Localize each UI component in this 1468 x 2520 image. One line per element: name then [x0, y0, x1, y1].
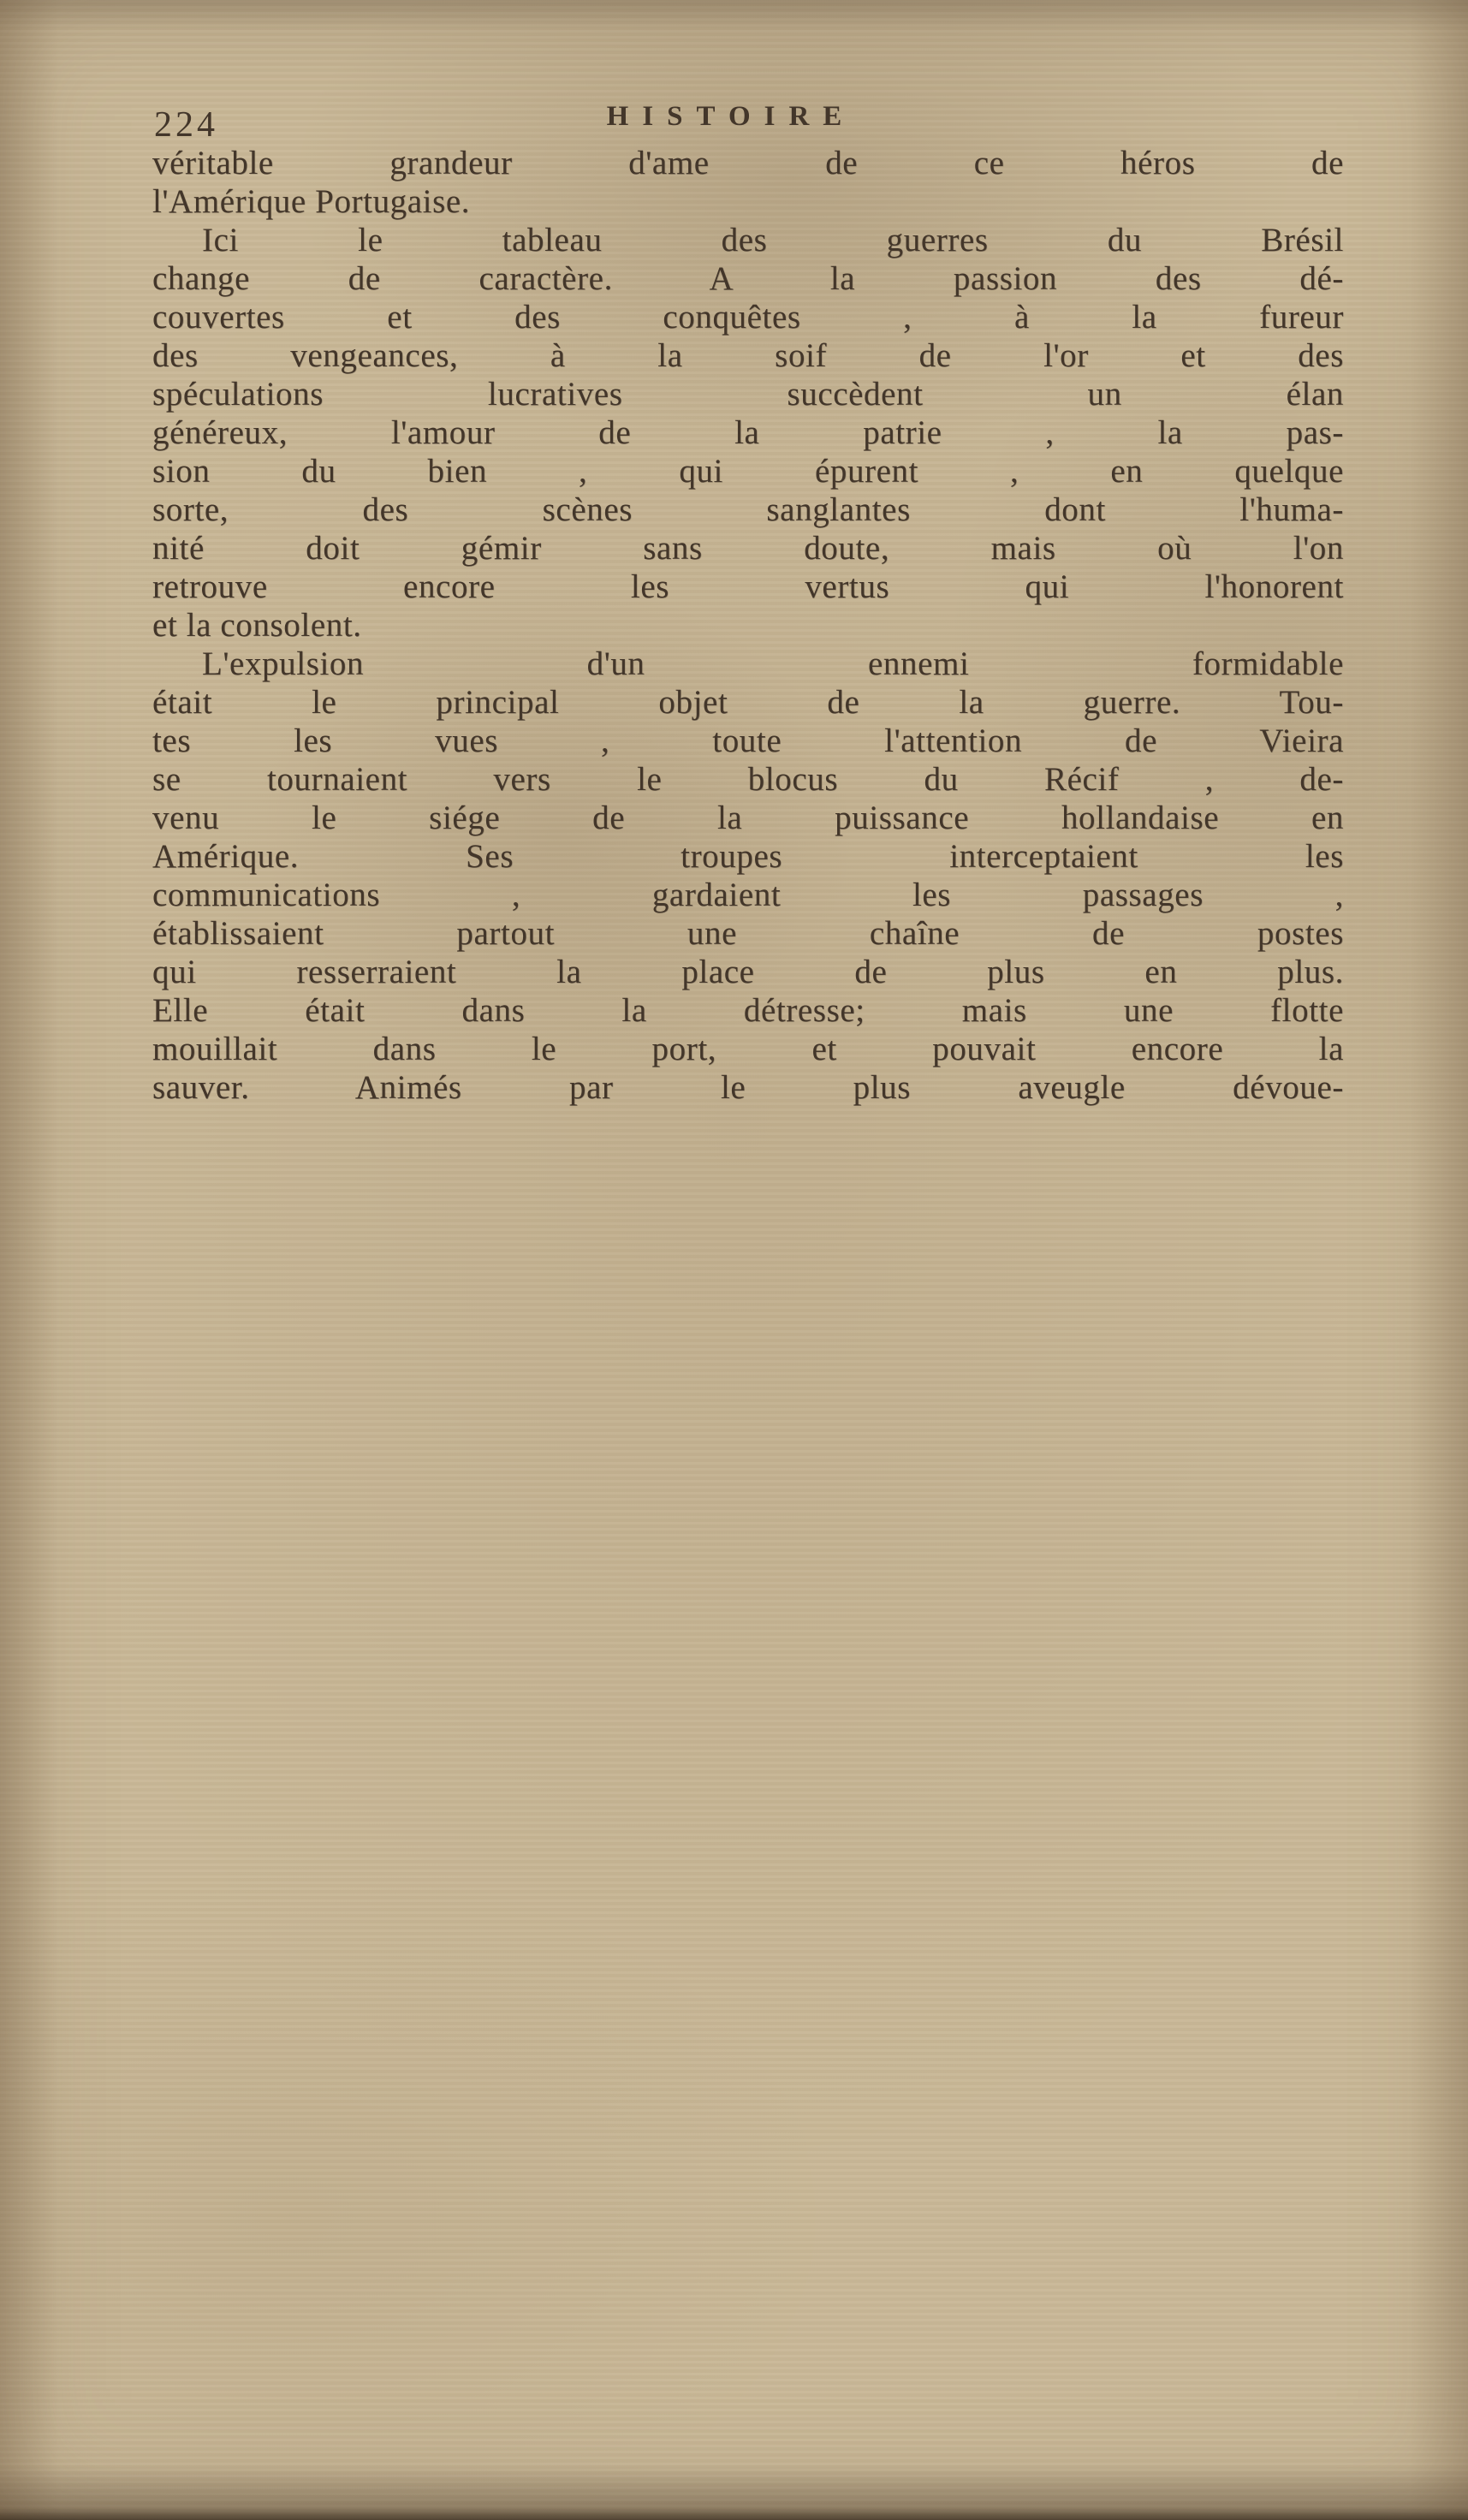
- text-line: sion du bien , qui épurent , en quelque: [152, 453, 1344, 490]
- text-line: couvertes et des conquêtes , à la fureur: [152, 299, 1344, 336]
- text-line: spéculations lucratives succèdent un élan: [152, 376, 1344, 413]
- text-block: [152, 144, 1344, 1107]
- text-line: sauver. Animés par le plus aveugle dévoue-: [152, 1069, 1344, 1106]
- text-line: nité doit gémir sans doute, mais où l'on: [152, 530, 1344, 567]
- text-line: communications , gardaient les passages ,: [152, 877, 1344, 913]
- text-line: Elle était dans la détresse; mais une flotte: [152, 992, 1344, 1029]
- text-line: était le principal objet de la guerre. Tou-: [152, 684, 1344, 721]
- text-line: mouillait dans le port, et pouvait encore la: [152, 1031, 1344, 1067]
- text-line: retrouve encore les vertus qui l'honorent: [152, 568, 1344, 605]
- text-line: et la consolent.: [152, 607, 362, 644]
- text-line: établissaient partout une chaîne de postes: [152, 915, 1344, 952]
- text-line: généreux, l'amour de la patrie , la pas-: [152, 414, 1344, 451]
- text-line: change de caractère. A la passion des dé-: [152, 260, 1344, 297]
- text-line: des vengeances, à la soif de l'or et des: [152, 337, 1344, 374]
- text-line: Amérique. Ses troupes interceptaient les: [152, 838, 1344, 875]
- text-line: venu le siége de la puissance hollandaise en: [152, 799, 1344, 836]
- page-header: [152, 96, 1344, 147]
- text-line: l'Amérique Portugaise.: [152, 183, 471, 220]
- page-number: 224: [154, 105, 218, 145]
- running-title: HISTOIRE: [606, 101, 856, 132]
- text-line: tes les vues , toute l'attention de Vieira: [152, 722, 1344, 759]
- text-line: véritable grandeur d'ame de ce héros de: [152, 145, 1344, 181]
- text-line: Ici le tableau des guerres du Brésil: [202, 222, 1344, 259]
- text-line: L'expulsion d'un ennemi formidable: [202, 645, 1344, 682]
- page-bottom-edge: [0, 2508, 1468, 2520]
- text-line: qui resserraient la place de plus en plus.: [152, 954, 1344, 990]
- text-line: sorte, des scènes sanglantes dont l'huma-: [152, 491, 1344, 528]
- text-line: se tournaient vers le blocus du Récif , de-: [152, 761, 1344, 798]
